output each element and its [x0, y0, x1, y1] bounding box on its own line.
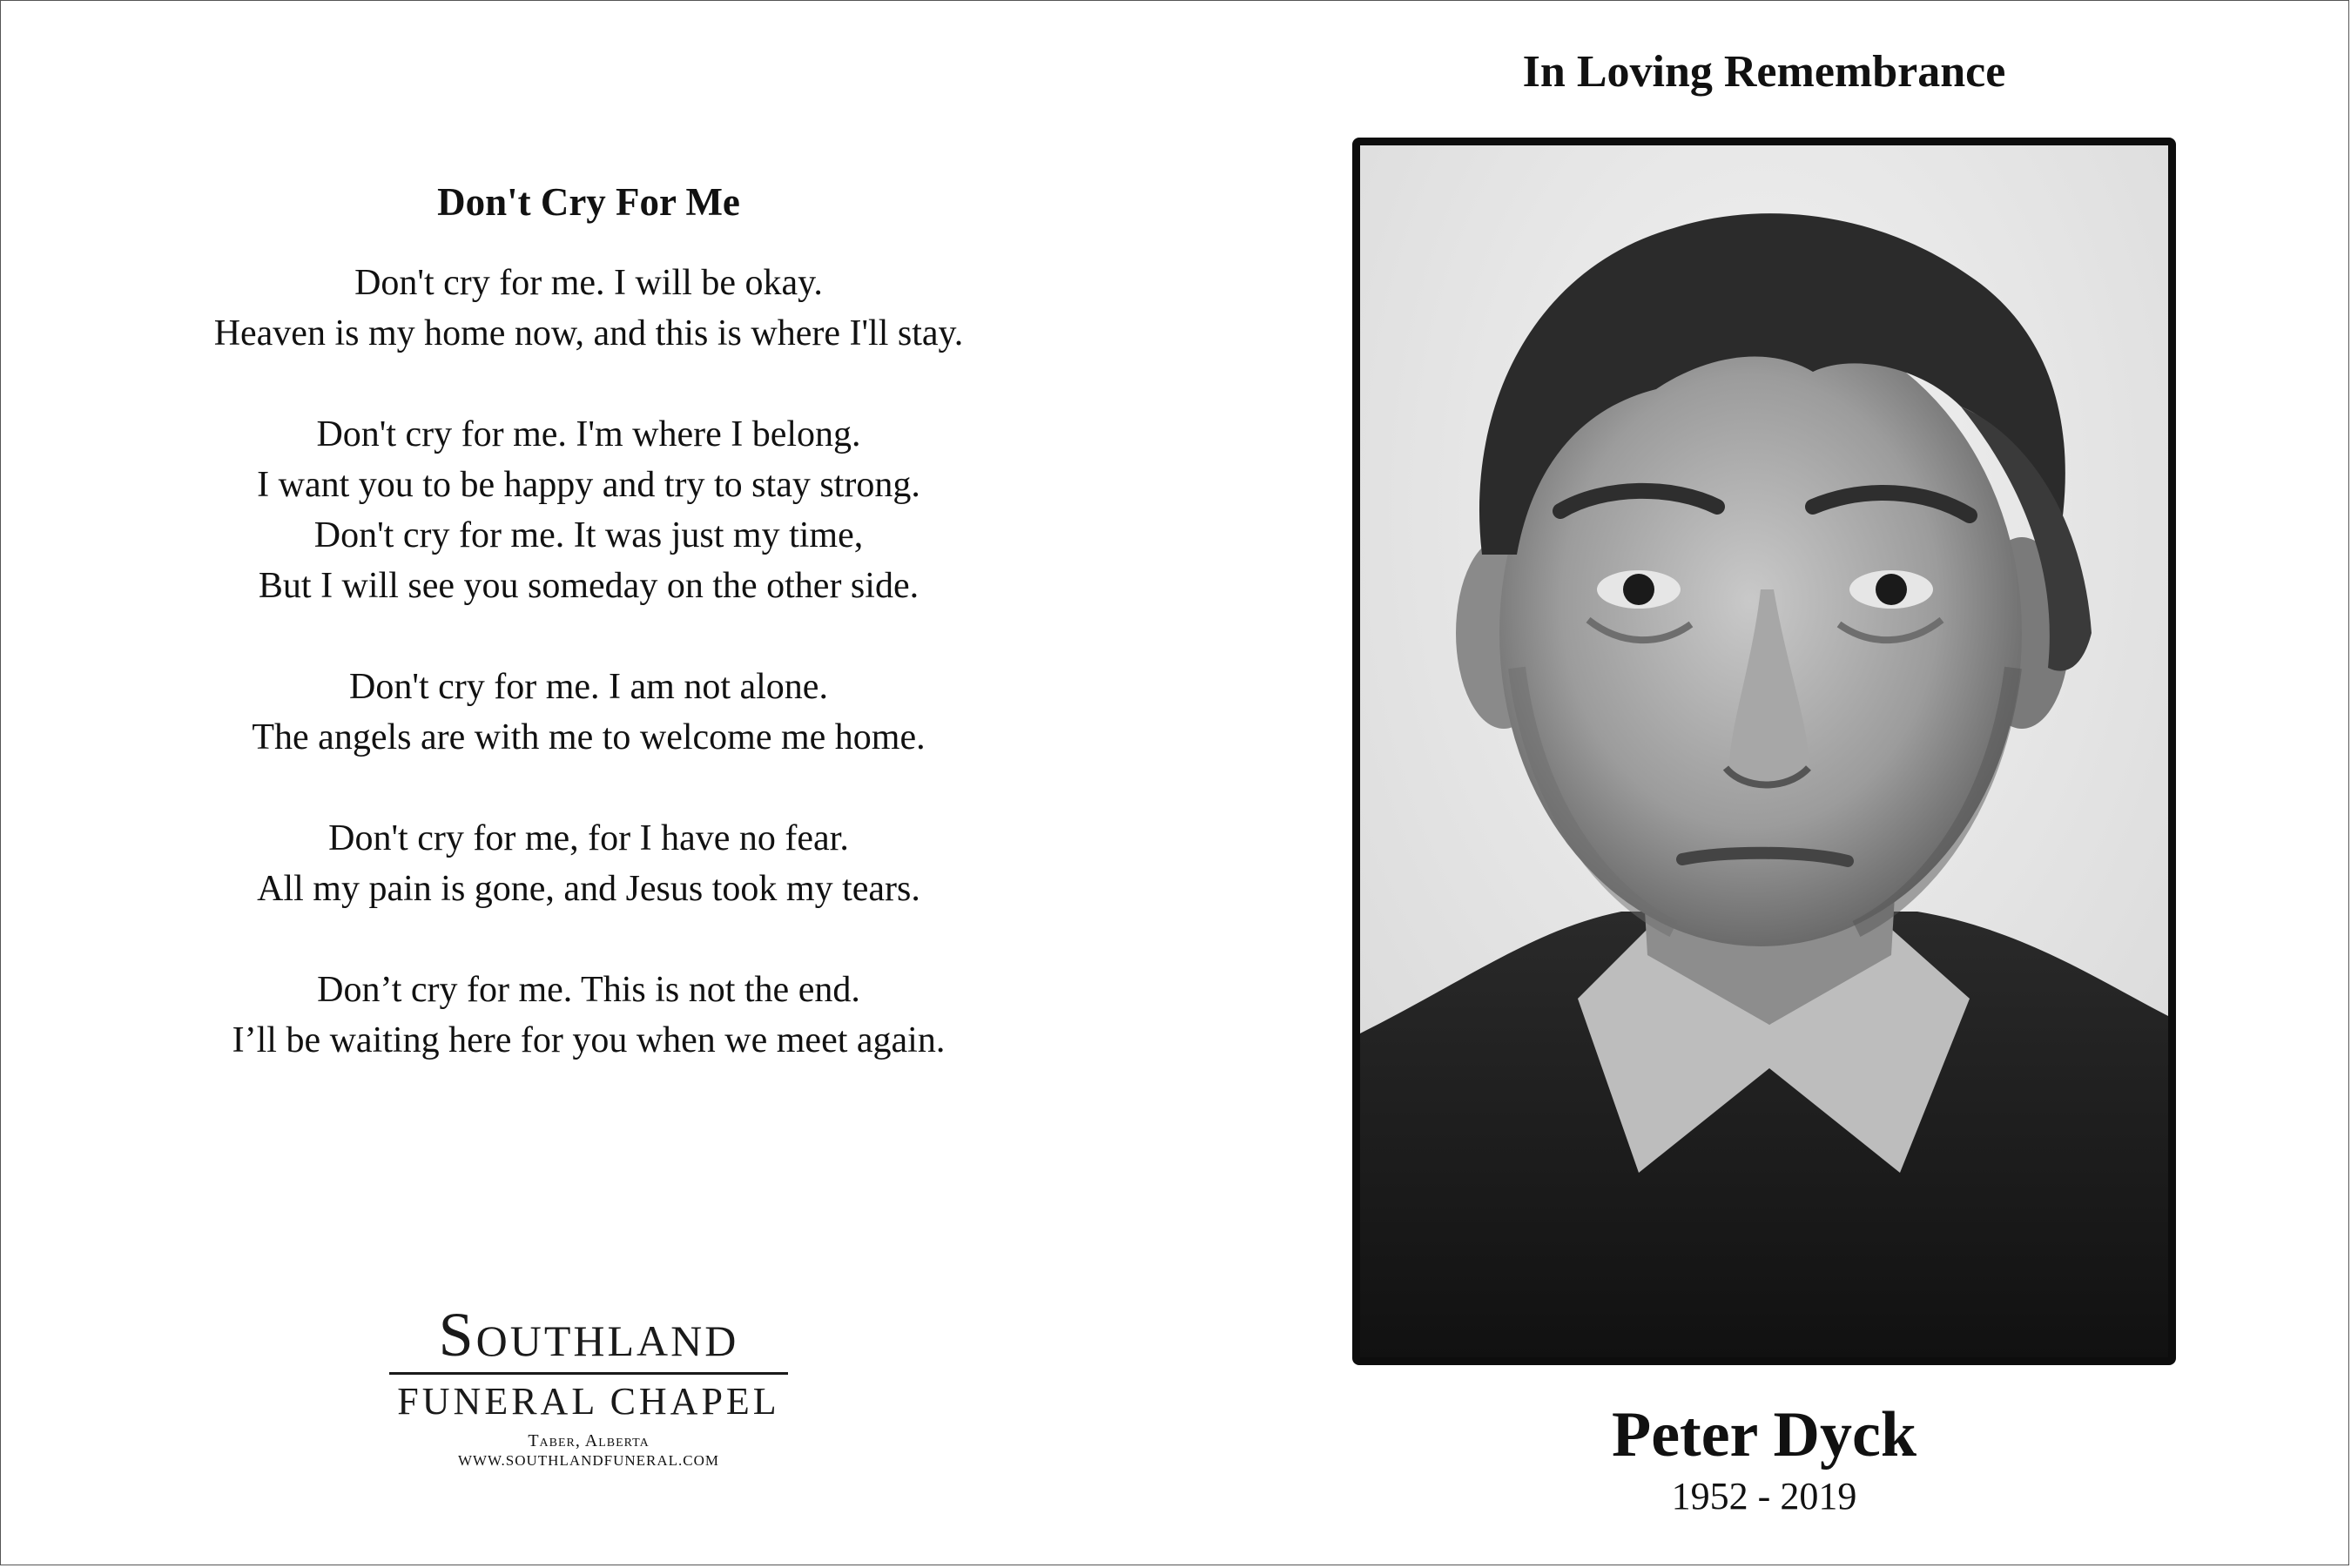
poem-line: All my pain is gone, and Jesus took my tears.	[257, 869, 920, 909]
poem-line: The angels are with me to welcome me home.	[252, 717, 926, 757]
poem-line: Don’t cry for me. This is not the end.	[317, 970, 860, 1010]
left-panel	[1, 1, 1176, 1568]
poem-line: Don't cry for me. I'm where I belong.	[316, 414, 861, 454]
poem-stanza	[1, 662, 1176, 763]
poem-line: Don't cry for me. I will be okay.	[354, 263, 823, 303]
poem-stanza	[1, 813, 1176, 914]
logo-subtitle: FUNERAL CHAPEL	[397, 1380, 780, 1423]
logo-location: Taber, Alberta	[528, 1431, 650, 1450]
life-dates: 1952 - 2019	[1671, 1475, 1857, 1518]
poem-body	[1, 258, 1176, 1116]
poem-line: Don't cry for me, for I have no fear.	[328, 818, 849, 858]
poem-stanza	[1, 965, 1176, 1066]
funeral-home-logo	[384, 1302, 793, 1470]
poem-line: I’ll be waiting here for you when we meet again.	[232, 1020, 946, 1060]
logo-divider	[389, 1372, 788, 1375]
poem-line: Don't cry for me. It was just my time,	[313, 515, 864, 555]
logo-name: Southland	[438, 1300, 739, 1369]
deceased-name: Peter Dyck	[1612, 1399, 1917, 1470]
logo-website: WWW.SOUTHLANDFUNERAL.COM	[457, 1452, 720, 1469]
poem-stanza	[1, 409, 1176, 611]
poem-title: Don't Cry For Me	[437, 180, 740, 224]
poem-stanza	[1, 258, 1176, 359]
poem-line: But I will see you someday on the other side.	[258, 566, 920, 606]
portrait-photo	[1352, 138, 2176, 1365]
poem-line: Don't cry for me. I am not alone.	[349, 667, 828, 707]
poem-line: Heaven is my home now, and this is where I'll stay.	[213, 313, 964, 353]
portrait-image	[1360, 145, 2168, 1357]
poem-line: I want you to be happy and try to stay strong.	[257, 465, 920, 505]
memorial-heading: In Loving Remembrance	[1522, 47, 2006, 97]
